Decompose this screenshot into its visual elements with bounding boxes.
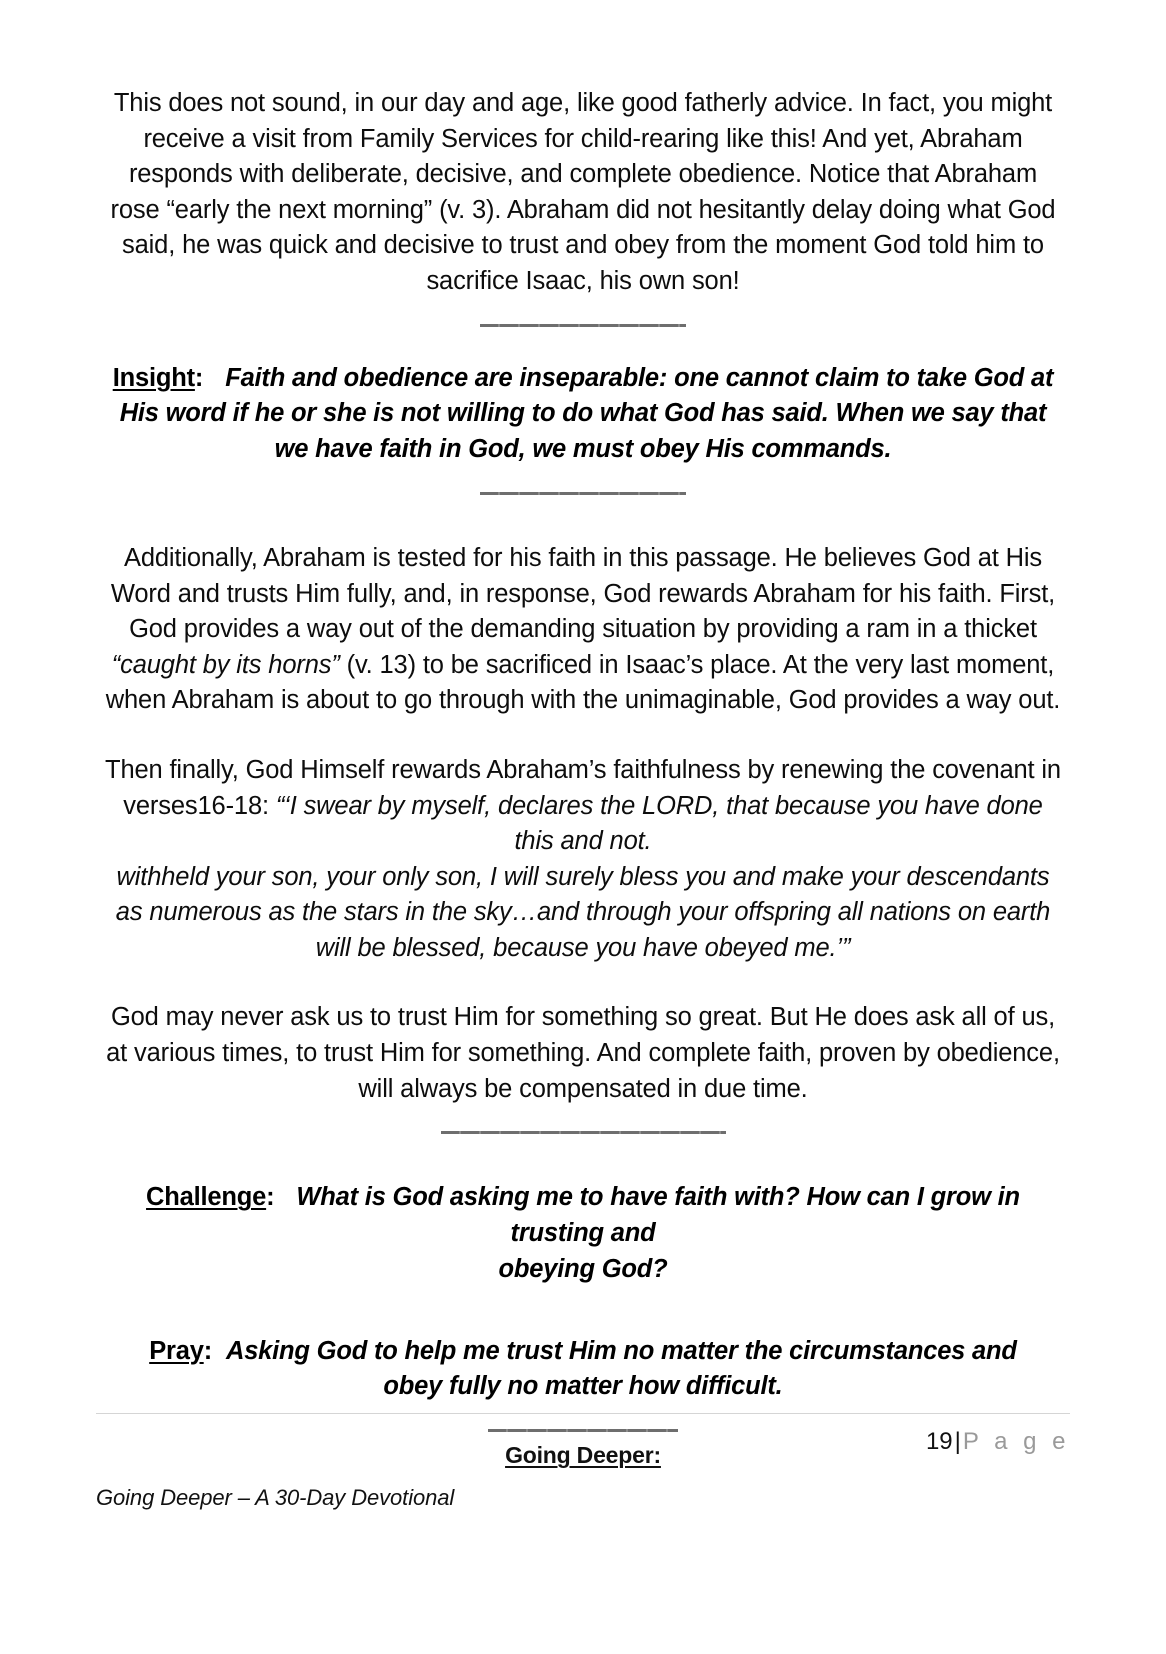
insight-block <box>103 361 1063 468</box>
spacer <box>96 300 1070 324</box>
paragraph-covenant-lead: Then finally, God Himself rewards Abraham’s faithfulness by renewing the covenant in verses16-18: <box>105 755 1061 820</box>
scripture-phrase-caught-by-its-horns: “caught by its horns” <box>111 650 340 679</box>
challenge-block <box>133 1180 1033 1287</box>
spacer <box>96 495 1070 541</box>
paragraph-additionally-part-2: (v. 13) to be sacrificed in Isaac’s place. At the very last moment, when Abraham is about to go through with the unimaginable, God provides a way out. <box>105 650 1061 715</box>
insight-label: Insight <box>112 363 195 392</box>
paragraph-covenant <box>103 753 1063 860</box>
divider-rule <box>480 324 686 327</box>
footer-divider-rule <box>96 1413 1070 1414</box>
spacer <box>96 1134 1070 1180</box>
page-number <box>926 1427 1070 1457</box>
pray-label: Pray <box>149 1336 204 1365</box>
paragraph-closing: God may never ask us to trust Him for something so great. But He does ask all of us, at various times, to trust Him for something. And complete faith, proven by obedience, will always be compensated in due time. <box>106 1003 1060 1103</box>
challenge-text-line-2: trusting and <box>510 1219 656 1248</box>
page-body <box>96 86 1070 1469</box>
challenge-label-colon: : <box>266 1183 275 1212</box>
page-number-value: 19 <box>925 1428 953 1455</box>
pray-block <box>113 1334 1053 1406</box>
pray-text-line-2: obey fully no matter how difficult. <box>383 1372 783 1401</box>
challenge-text-line-1: What is God asking me to have faith with? How can I grow in <box>296 1183 1020 1212</box>
challenge-label: Challenge <box>146 1183 267 1212</box>
pray-label-colon: : <box>203 1336 212 1365</box>
insight-label-colon: : <box>194 363 204 392</box>
insight-text: Faith and obedience are inseparable: one cannot claim to take God at His word if he or she is not willing to do what God has said. When we say that we have faith in God, we must obey His commands. <box>119 363 1054 464</box>
spacer <box>96 1107 1070 1131</box>
spacer <box>96 1288 1070 1334</box>
scripture-quote-line-1: “‘I swear by myself, declares the LORD, that because you have done this and not. <box>275 791 1043 856</box>
page-number-word: P a g e <box>962 1428 1070 1455</box>
paragraph-additionally <box>103 541 1063 719</box>
footer-document-title: Going Deeper – A 30-Day Devotional <box>96 1485 455 1510</box>
spacer <box>96 468 1070 492</box>
pray-text-line-1: Asking God to help me trust Him no matter the circumstances and <box>225 1336 1017 1365</box>
spacer <box>96 719 1070 753</box>
challenge-first-line <box>133 1180 1033 1216</box>
divider-rule <box>480 492 686 495</box>
pray-first-line <box>113 1334 1053 1370</box>
challenge-text-line-3: obeying God? <box>498 1254 668 1283</box>
paragraph-additionally-part-1: Additionally, Abraham is tested for his faith in this passage. He believes God at His Word and trusts Him fully, and, in response, God rewards Abraham for his faith. First, God provides a way out of the demanding situation by providing a ram in a thicket <box>110 543 1056 644</box>
scripture-quote-line-2: withheld your son, your only son, I will surely bless you and make your descendants as numerous as the stars in the sky…and through your offspring all nations on earth will be blessed, because you have obeyed me.’” <box>115 862 1051 962</box>
spacer <box>96 327 1070 361</box>
spacer <box>96 966 1070 1000</box>
page-footer <box>96 1399 1070 1654</box>
going-deeper-heading: Going Deeper: <box>505 1442 661 1469</box>
paragraph-intro: This does not sound, in our day and age, like good fatherly advice. In fact, you might receive a visit from Family Services for child-rearing like this! And yet, Abraham responds with deliberate, decisive, and complete obedience. Notice that Abraham rose “early the next morning” (v. 3). Abraham did not hesitantly delay doing what God said, he was quick and decisive to trust and obey from the moment God told him to sacrifice Isaac, his own son! <box>110 89 1056 295</box>
divider-rule <box>441 1131 726 1134</box>
page-number-separator: | <box>954 1428 961 1455</box>
